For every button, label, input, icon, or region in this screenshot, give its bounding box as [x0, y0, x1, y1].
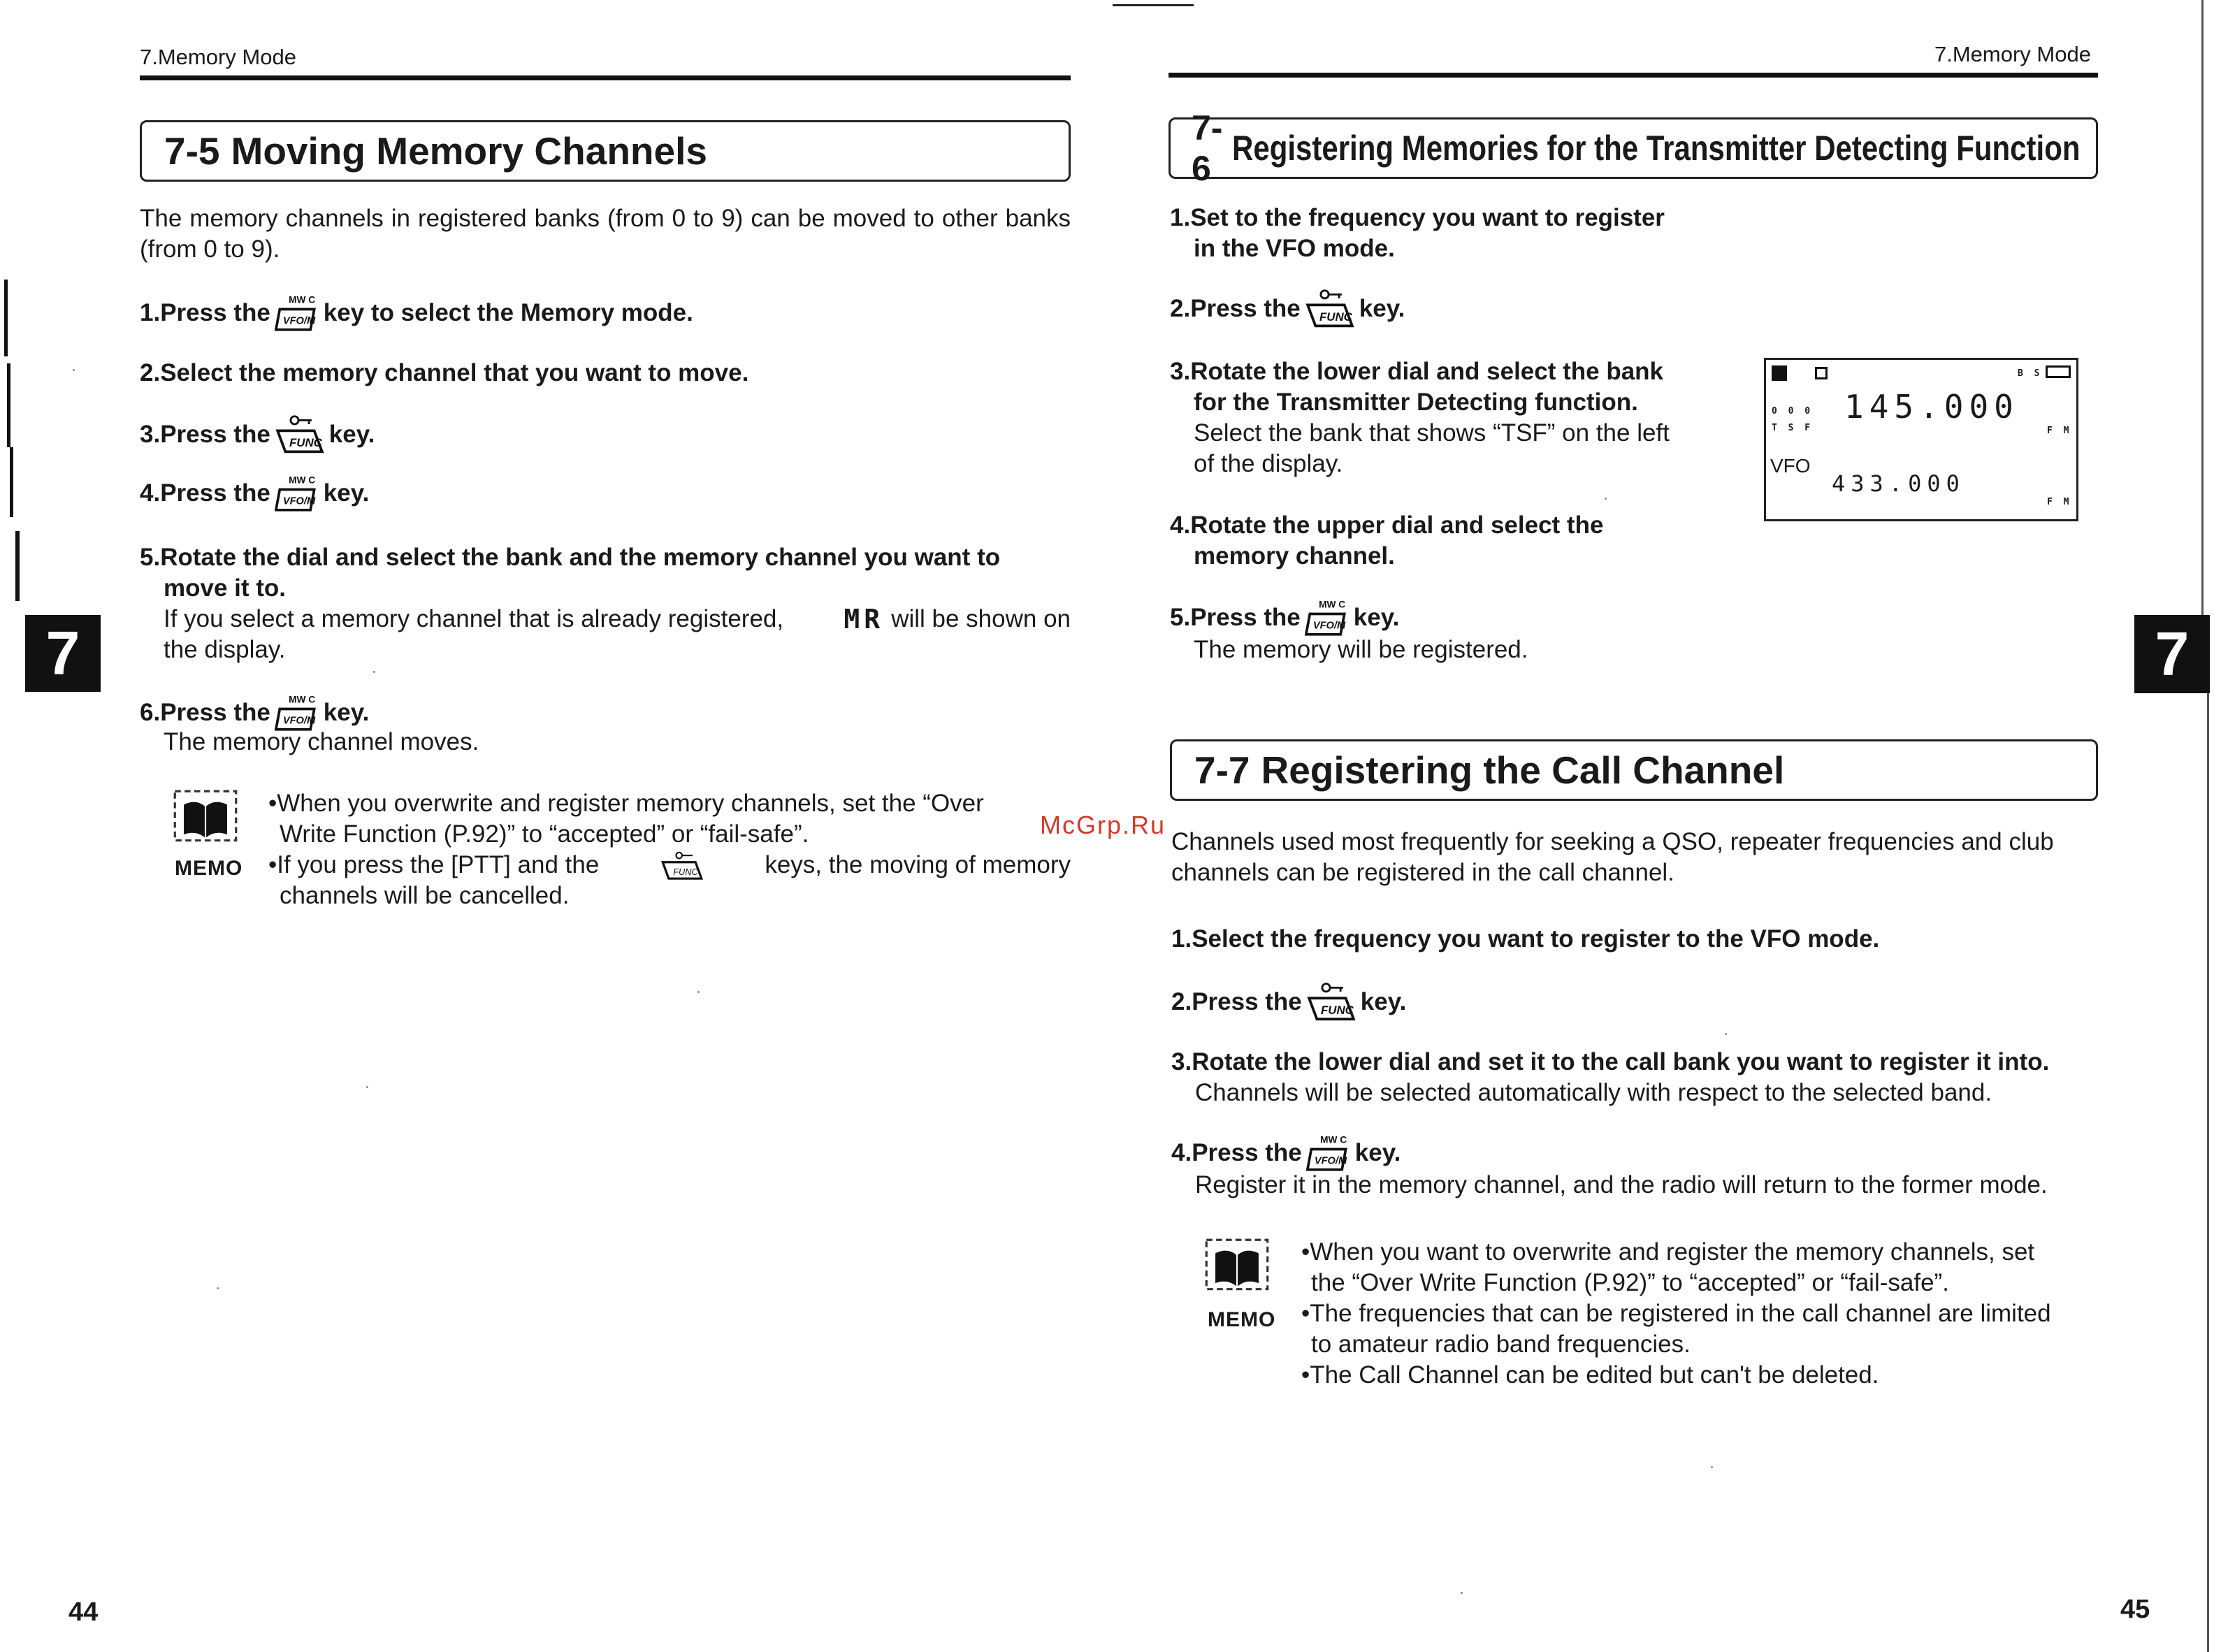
right-page-number: 45: [2120, 1595, 2150, 1624]
scan-speck: [697, 991, 700, 993]
memo-line: the “Over Write Function (P.92)” to “accepted” or “fail-safe”.: [1311, 1269, 1949, 1296]
s77-step-3-note: Channels will be selected automatically with respect to the selected band.: [1195, 1079, 1992, 1106]
note-text: If you select a memory channel that is already registered,: [164, 605, 784, 632]
scan-speck: [73, 369, 75, 371]
right-header-rule: [1168, 73, 2098, 78]
s76-step-2: [1170, 288, 1405, 330]
memo-book-icon: [1203, 1237, 1271, 1304]
s77-step-3: 3.Rotate the lower dial and set it to the call bank you want to register it into.: [1171, 1048, 2050, 1075]
mw-vfo-key-icon: [275, 292, 319, 334]
s76-step-3: [1170, 356, 1701, 479]
func-key-icon: [1306, 981, 1356, 1023]
step-number: 3.: [140, 421, 161, 448]
tsf-indicator: T S F: [1772, 423, 1814, 433]
s77-step-1: 1.Select the frequency you want to register to the VFO mode.: [1171, 925, 1880, 952]
memo-line: •The Call Channel can be edited but can't be deleted.: [1301, 1361, 1879, 1389]
memo-line: to amateur radio band frequencies.: [1311, 1331, 1691, 1358]
step-text: key.: [328, 421, 375, 448]
step-text: key.: [1359, 295, 1405, 322]
s76-step-4: [1170, 510, 1701, 572]
left-memo-text: [268, 788, 1071, 911]
section-7-6-title: Registering Memories for the Transmitter Detecting Function: [1232, 129, 2081, 168]
step-text: Rotate the dial and select the bank and the memory channel you want to: [160, 544, 1001, 571]
s76-step-5: [1170, 597, 1399, 639]
memo-line: •When you overwrite and register memory channels, set the “Over: [268, 790, 984, 817]
step-text: 5.Press the: [1170, 604, 1301, 631]
step-number: 1.: [140, 299, 161, 326]
left-step-4: [140, 472, 369, 514]
step-text: 4.Press the: [1171, 1139, 1302, 1166]
watermark: McGrp.Ru: [1040, 811, 1166, 839]
mr-display-icon: MR: [844, 604, 885, 635]
note-text: will be shown on: [891, 605, 1071, 632]
step-text: key to select the Memory mode.: [323, 299, 693, 326]
section-7-5-heading: [140, 120, 1071, 182]
step-text-cont: move it to.: [164, 574, 287, 602]
scan-mark: [1113, 4, 1194, 6]
step-number: 4.: [140, 479, 161, 507]
step-number: 6.: [140, 699, 161, 726]
step-text: Press the: [160, 479, 270, 507]
step-number: 5.: [140, 544, 161, 571]
step-text-cont: in the VFO mode.: [1194, 235, 1395, 262]
vfo-indicator: VFO: [1770, 455, 1811, 477]
step-text: key.: [1354, 1139, 1401, 1166]
left-header-rule: [140, 75, 1071, 80]
s76-step-1: [1170, 203, 1665, 264]
intro-line: channels can be registered in the call channel.: [1171, 859, 1674, 886]
memo-book-icon: [172, 788, 239, 855]
step-text: key.: [323, 479, 370, 507]
upper-mode: F M: [2047, 426, 2072, 436]
memo-label: MEMO: [1208, 1308, 1276, 1331]
scan-edge: [2201, 0, 2204, 615]
left-step-3: [140, 414, 375, 456]
section-7-7-number: 7-7: [1194, 748, 1250, 792]
memo-line: •When you want to overwrite and register the memory channels, set: [1301, 1238, 2035, 1266]
section-7-5-number: 7-5: [164, 129, 220, 173]
lower-frequency: 433.000: [1832, 470, 1965, 497]
step-text: key.: [1360, 988, 1407, 1015]
scan-speck: [1711, 1466, 1713, 1468]
bs-indicator: B S: [2018, 368, 2043, 379]
memo-line: channels will be cancelled.: [280, 882, 570, 909]
scan-mark: [15, 531, 20, 601]
upper-frequency: 145.000: [1844, 388, 2019, 426]
step-text: 3.Rotate the lower dial and select the bank: [1170, 358, 1664, 385]
lock-indicator-icon: [1815, 367, 1828, 379]
scan-speck: [373, 671, 375, 673]
left-step-6-note: The memory channel moves.: [164, 728, 479, 755]
battery-icon: [2046, 365, 2071, 378]
func-key-icon: [660, 850, 704, 881]
memo-line: •The frequencies that can be registered in the call channel are limited: [1301, 1300, 2051, 1327]
left-step-1: [140, 292, 693, 334]
left-page-number: 44: [68, 1597, 99, 1627]
step-text: Press the: [160, 421, 270, 448]
scan-speck: [217, 1287, 219, 1289]
left-chapter-tab: 7: [25, 615, 101, 692]
func-key-icon: [1305, 288, 1355, 330]
mw-vfo-key-icon: [1306, 1132, 1351, 1174]
f-indicator-icon: [1772, 365, 1787, 381]
step-text: Press the: [160, 699, 270, 726]
s77-step-4: [1171, 1132, 1401, 1174]
left-running-header: 7.Memory Mode: [140, 45, 296, 69]
left-step-5: [140, 542, 1071, 604]
memo-line: keys, the moving of memory: [765, 851, 1071, 878]
section-7-7-intro: [1171, 827, 2098, 888]
lower-mode: F M: [2047, 497, 2072, 507]
step-text: 4.Rotate the upper dial and select the: [1170, 512, 1604, 539]
section-7-5-intro: The memory channels in registered banks (from 0 to 9) can be moved to other banks (from 0 to 9).: [140, 205, 1071, 263]
scan-mark: [10, 447, 13, 517]
s76-step-5-note: The memory will be registered.: [1194, 636, 1528, 663]
left-step-2: [140, 358, 748, 389]
note-text: Select the bank that shows “TSF” on the left: [1194, 419, 1670, 447]
section-7-6-heading: [1168, 108, 2098, 188]
mw-vfo-key-icon: [1305, 597, 1350, 639]
mw-vfo-key-icon: [275, 472, 319, 514]
scan-speck: [1461, 1592, 1463, 1594]
scan-speck: [1605, 498, 1607, 500]
step-text-cont: memory channel.: [1194, 542, 1395, 570]
scan-speck: [366, 1086, 368, 1088]
memo-line: •If you press the [PTT] and the: [268, 851, 600, 878]
step-number: 2.: [140, 359, 161, 386]
scan-mark: [7, 363, 10, 447]
scan-speck: [1725, 1033, 1727, 1035]
intro-line: Channels used most frequently for seeking a QSO, repeater frequencies and club: [1171, 828, 2054, 855]
lcd-display: [1764, 358, 2078, 521]
right-memo-text: [1301, 1237, 2098, 1391]
scan-mark: [4, 280, 8, 356]
scan-edge: [2207, 693, 2209, 1652]
right-chapter-tab: 7: [2134, 615, 2210, 693]
step-text: key.: [323, 699, 370, 726]
step-text: key.: [1353, 604, 1400, 631]
step-text: Press the: [160, 299, 270, 326]
section-7-7-heading: [1170, 739, 2098, 801]
s77-step-4-note: Register it in the memory channel, and the radio will return to the former mode.: [1195, 1171, 2048, 1198]
section-7-6-number: 7-6: [1192, 108, 1223, 188]
step-text: Select the memory channel that you want to move.: [160, 359, 749, 386]
left-step-5-note: [164, 604, 1071, 665]
step-text: 2.Press the: [1170, 295, 1301, 322]
step-text-cont: for the Transmitter Detecting function.: [1194, 389, 1638, 416]
note-text: the display.: [164, 636, 286, 663]
memo-label: MEMO: [175, 857, 243, 880]
bank-digits: 0 0 0: [1772, 406, 1814, 416]
note-text: of the display.: [1194, 450, 1343, 477]
func-key-icon: [275, 414, 325, 456]
right-running-header: 7.Memory Mode: [1934, 42, 2091, 66]
memo-line: Write Function (P.92)” to “accepted” or “fail-safe”.: [280, 820, 809, 848]
section-7-5-title: Moving Memory Channels: [231, 129, 707, 173]
section-7-7-title: Registering the Call Channel: [1261, 748, 1785, 792]
step-text: 2.Press the: [1171, 988, 1302, 1015]
s77-step-2: [1171, 981, 1406, 1023]
step-text: 1.Set to the frequency you want to register: [1170, 204, 1665, 231]
